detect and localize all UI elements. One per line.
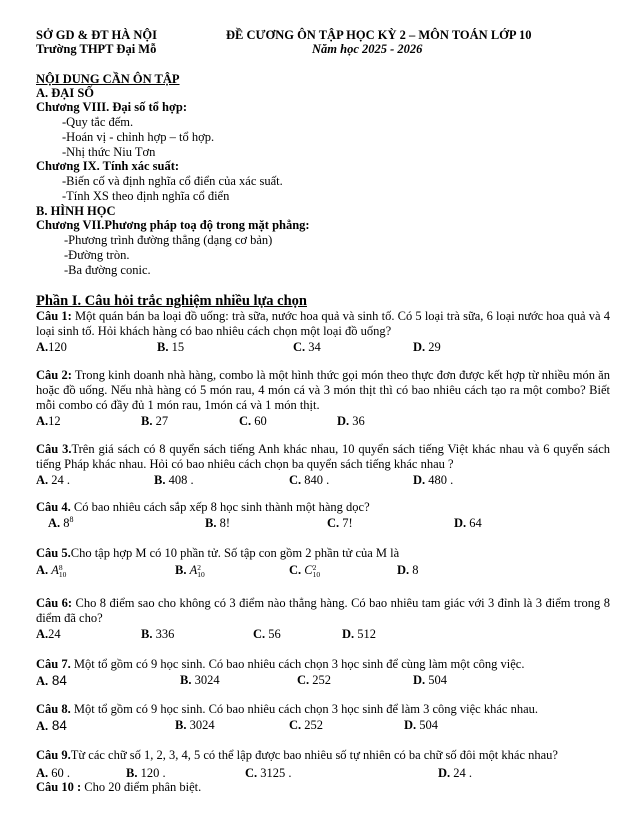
- question-5: [36, 546, 399, 561]
- question-text: Trên giá sách có 8 quyển sách tiếng Anh khác nhau, 10 quyển sách tiếng Việt khác nhau và 6 quyển sách tiếng Pháp khác nhau. Hỏi có bao nhiêu cách chọn ba quyển sách tiếng khác nhau ?: [36, 442, 610, 471]
- question-8: [36, 702, 538, 717]
- q7-option-c: C. 252: [297, 673, 332, 687]
- q1-option-a: A.120: [36, 340, 67, 354]
- question-10: [36, 780, 201, 795]
- header-school-year: Năm học 2025 - 2026: [312, 42, 423, 56]
- q6-option-b: B. 336: [141, 627, 175, 641]
- question-text: Một quán bán ba loại đồ uống: trà sữa, nước hoa quả và sinh tố. Có 5 loại trà sữa, 6 loại nước hoa quả và 4 loại sinh tố. Hỏi khách hàng có bao nhiêu cách chọn một loại đồ uống?: [36, 309, 610, 338]
- q5-option-c: C. C 2 10: [289, 563, 321, 580]
- question-text: Trong kinh doanh nhà hàng, combo là một hình thức gọi món theo thực đơn được kết hợp từ nhiều món ăn hoặc đồ uống. Nếu nhà hàng có 5 món rau, 4 món cá và 3 món thịt thì có bao nhiêu cách tạo ra một combo? Biết mỗi combo có đầy đủ 1 món rau, 1món cá và 1 món thịt.: [36, 368, 610, 412]
- q3-option-c: C. 840 .: [289, 473, 330, 487]
- header-department: SỞ GD & ĐT HÀ NỘI: [36, 28, 157, 42]
- question-3: [36, 442, 610, 472]
- question-label: Câu 2:: [36, 368, 72, 382]
- q7-option-d: D. 504: [413, 673, 448, 687]
- question-label: Câu 5.: [36, 546, 71, 560]
- outline-chapter-7: Chương VII.Phương pháp toạ độ trong mặt phẳng:: [36, 218, 310, 232]
- question-text: Từ các chữ số 1, 2, 3, 4, 5 có thể lập được bao nhiêu số tự nhiên có ba chữ số đôi một khác nhau?: [70, 748, 558, 762]
- outline-ch9-item: -Tính XS theo định nghĩa cổ điển: [62, 189, 230, 203]
- q6-option-d: D. 512: [342, 627, 377, 641]
- q1-option-d: D. 29: [413, 340, 441, 354]
- q5-option-d: D. 8: [397, 563, 419, 577]
- question-4: [36, 500, 370, 515]
- question-label: Câu 8.: [36, 702, 71, 716]
- q9-option-a: A. 60 .: [36, 766, 71, 780]
- question-label: Câu 7.: [36, 657, 71, 671]
- q5-option-b: B. A 2 10: [175, 563, 205, 580]
- question-label: Câu 10 :: [36, 780, 82, 794]
- q8-option-d: D. 504: [404, 718, 439, 732]
- question-label: Câu 6:: [36, 596, 73, 610]
- question-text: Một tổ gồm có 9 học sinh. Có bao nhiêu cách chọn 3 học sinh để cùng làm một công việc.: [70, 657, 525, 671]
- q8-option-b: B. 3024: [175, 718, 215, 732]
- outline-ch8-item: -Quy tắc đếm.: [62, 115, 134, 129]
- question-label: Câu 3.: [36, 442, 72, 456]
- question-1: [36, 309, 610, 339]
- outline-ch9-item: -Biến cố và định nghĩa cổ điển của xác suất.: [62, 174, 283, 188]
- q2-option-d: D. 36: [337, 414, 365, 428]
- outline-ch8-item: -Hoán vị - chỉnh hợp – tổ hợp.: [62, 130, 215, 144]
- question-7: [36, 657, 524, 672]
- q8-option-a: A. 84: [36, 718, 67, 733]
- question-text: Cho tập hợp M có 10 phần tử. Số tập con gồm 2 phần tử của M là: [70, 546, 400, 560]
- q1-option-c: C. 34: [293, 340, 321, 354]
- outline-part-b: B. HÌNH HỌC: [36, 204, 116, 218]
- header-title: ĐỀ CƯƠNG ÔN TẬP HỌC KỲ 2 – MÔN TOÁN LỚP 10: [226, 28, 532, 42]
- q6-option-c: C. 56: [253, 627, 281, 641]
- question-text: Một tổ gồm có 9 học sinh. Có bao nhiêu cách chọn 3 học sinh để làm 3 công việc khác nhau.: [70, 702, 538, 716]
- q8-option-c: C. 252: [289, 718, 324, 732]
- outline-title: NỘI DUNG CẦN ÔN TẬP: [36, 72, 180, 86]
- q2-option-b: B. 27: [141, 414, 169, 428]
- q4-option-d: D. 64: [454, 516, 482, 530]
- outline-ch8-item: -Nhị thức Niu Tơn: [62, 145, 156, 159]
- outline-chapter-9: Chương IX. Tính xác suất:: [36, 159, 180, 173]
- q4-option-c: C. 7!: [327, 516, 353, 530]
- question-text: Cho 20 điểm phân biệt.: [81, 780, 202, 794]
- q3-option-a: A. 24 .: [36, 473, 71, 487]
- outline-ch7-item: -Đường tròn.: [64, 248, 130, 262]
- header-school: Trường THPT Đại Mỗ: [36, 42, 157, 56]
- q1-option-b: B. 15: [157, 340, 185, 354]
- q9-option-d: D. 24 .: [438, 766, 473, 780]
- question-label: Câu 4.: [36, 500, 71, 514]
- question-2: [36, 368, 610, 413]
- question-6: [36, 596, 610, 626]
- question-9: [36, 748, 558, 763]
- q3-option-b: B. 408 .: [154, 473, 194, 487]
- question-text: Cho 8 điểm sao cho không có 3 điểm nào thẳng hàng. Có bao nhiêu tam giác với 3 đỉnh là 3 điểm trong 8 điểm đã cho?: [36, 596, 610, 625]
- q4-option-a: A. $8^8$: [48, 514, 74, 530]
- q4-option-b: B. 8!: [205, 516, 231, 530]
- outline-part-a: A. ĐẠI SỐ: [36, 86, 94, 100]
- q3-option-d: D. 480 .: [413, 473, 454, 487]
- q2-option-c: C. 60: [239, 414, 267, 428]
- q7-option-b: B. 3024: [180, 673, 220, 687]
- question-label: Câu 9.: [36, 748, 71, 762]
- q5-option-a: A. A 8 10: [36, 563, 67, 580]
- part1-title: Phần I. Câu hỏi trắc nghiệm nhiều lựa chọn: [36, 293, 307, 309]
- outline-ch7-item: -Phương trình đường thẳng (dạng cơ bản): [64, 233, 273, 247]
- question-text: Có bao nhiêu cách sắp xếp 8 học sinh thành một hàng dọc?: [70, 500, 370, 514]
- q2-option-a: A.12: [36, 414, 61, 428]
- q9-option-b: B. 120 .: [126, 766, 166, 780]
- q6-option-a: A.24: [36, 627, 61, 641]
- outline-chapter-8: Chương VIII. Đại số tổ hợp:: [36, 100, 188, 114]
- q9-option-c: C. 3125 .: [245, 766, 292, 780]
- question-label: Câu 1:: [36, 309, 72, 323]
- q7-option-a: A. 84: [36, 673, 67, 688]
- outline-ch7-item: -Ba đường conic.: [64, 263, 151, 277]
